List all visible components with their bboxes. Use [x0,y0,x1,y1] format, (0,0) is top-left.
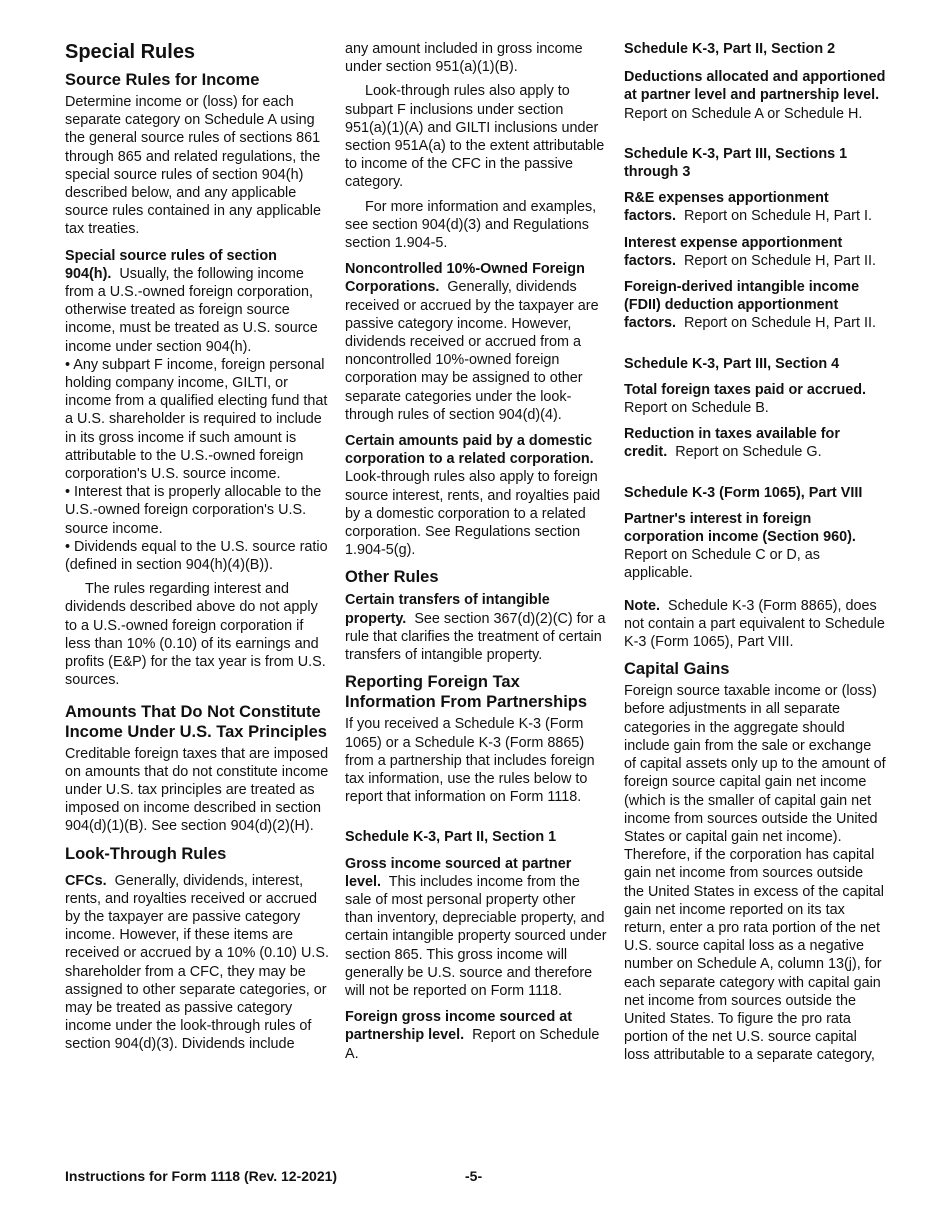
column-2 [345,40,607,1063]
re-expenses-lead: R&E expenses apportionment factors. [624,190,829,225]
noncontrolled-lead: Noncontrolled 10%-Owned Foreign Corporations. [345,261,585,296]
special-source-text: Usually, the following income from a U.S.-owned foreign corporation, otherwise treated as foreign source income, must be treated as U.S. source income under section 904(h). [65,265,318,355]
noncontrolled-paragraph [345,260,607,424]
certain-amounts-lead: Certain amounts paid by a domestic corporation to a related corporation. [345,433,594,468]
interest-expense-text: Report on Schedule H, Part II. [683,252,876,269]
cfcs-text: Generally, dividends, interest, rents, and royalties received or accrued by the taxpayer are passive category income. However, if these items are received or accrued by a 10% (0.10) U.S. shareholder from a CFC, they may be assigned to other separate categories, or may be treated as passive category income under the look-through rules of section 904(d)(3). Dividends include [65,872,329,1053]
deductions-paragraph [624,68,886,123]
heading-source-rules: Source Rules for Income [65,71,260,89]
gross-income-text: This includes income from the sale of most personal property other than inventory, depreciable property, and certain intangible property sourced under section 865. This gross income will generally be U.S. source and therefore will not be reported on Form 1118. [345,873,607,999]
heading-k3-part3-sections1-3: Schedule K-3, Part III, Sections 1 through 3 [624,145,848,181]
column-3 [624,40,886,1065]
gross-income-lead: Gross income sourced at partner level. [345,855,572,890]
heading-k3-part2-section2: Schedule K-3, Part II, Section 2 [624,41,836,57]
bullet-dividends: • Dividends equal to the U.S. source ratio (defined in section 904(h)(4)(B)). [65,538,328,574]
bullet-interest: • Interest that is properly allocable to the U.S.-owned foreign corporation's U.S. source income. [65,484,322,537]
foreign-gross-lead: Foreign gross income sourced at partnership level. [345,1009,573,1044]
page-title: Special Rules [65,41,196,63]
heading-k3-part2-section1: Schedule K-3, Part II, Section 1 [345,829,557,846]
special-source-lead: Special source rules of section 904(h). [65,247,277,282]
heading-other-rules: Other Rules [345,568,439,587]
transfers-lead: Certain transfers of intangible property. [345,592,550,627]
re-expenses-paragraph [624,189,886,225]
transfers-text: See section 367(d)(2)(C) for a rule that clarifies the treatment of certain transfers of intangible property. [345,610,606,664]
transfers-paragraph [345,591,607,664]
foreign-gross-text: Report on Schedule A. [345,1027,600,1062]
source-rules-text: Determine income or (loss) for each separate category on Schedule A using the general source rules of sections 861 through 865 and related regulations, the special source rules of section 904(h) described below, and any applicable source rules contained in any applicable tax treaties. [65,94,321,238]
fdii-text: Report on Schedule H, Part II. [683,315,876,332]
column-1 [65,40,330,1054]
footer-form-label: Instructions for Form 1118 (Rev. 12-2021) [65,1168,338,1184]
total-taxes-lead: Total foreign taxes paid or accrued. [624,381,867,398]
reporting-text: If you received a Schedule K-3 (Form 1065) or a Schedule K-3 (Form 8865) from a partnership that includes foreign tax information, use the rules below to report that information on Form 1118. [345,716,595,806]
heading-capital-gains: Capital Gains [624,660,730,679]
re-expenses-text: Report on Schedule H, Part I. [683,208,872,225]
partner-interest-paragraph [624,510,886,583]
look-through-also-text: Look-through rules also apply to subpart F inclusions under section 951(a)(1)(A) and GILTI inclusions under section 951A(a) to the extent attributable to income of the CFC in the passive category. [345,83,605,191]
gross-income-paragraph [345,855,607,1001]
amounts-text: Creditable foreign taxes that are imposed on amounts that do not constitute income under U.S. tax principles are treated as imposed on income described in section 904(d)(1)(B). See section 904(d)(2)(H). [65,745,329,835]
note-text: Schedule K-3 (Form 8865), does not contain a part equivalent to Schedule K-3 (Form 1065), Part VIII. [624,597,885,651]
rules-regarding-text: The rules regarding interest and dividends described above do not apply to a U.S.-owned foreign corporation if less than 10% (0.10) of its earnings and profits (E&P) for the tax year is from U.S. sources. [65,581,326,689]
cfcs-lead: CFCs. [65,872,107,889]
note-lead: Note. [624,597,660,614]
total-taxes-paragraph [624,381,886,417]
bullet-subpart-f: • Any subpart F income, foreign personal holding company income, GILTI, or income from a qualified electing fund that a U.S. shareholder is required to include in its gross income if such amount is attributable to the U.S.-owned foreign corporation's U.S. source income. [65,356,328,483]
interest-expense-paragraph [624,234,886,270]
noncontrolled-text: Generally, dividends received or accrued by the taxpayer are passive category income. However, dividends received or accrued from a noncontrolled 10%-owned foreign corporation may be assigned to other separate categories under the look-through rules of section 904(d)(4). [345,279,599,423]
deductions-lead: Deductions allocated and apportioned at partner level and partnership level. [624,69,886,104]
fdii-paragraph [624,278,886,333]
heading-amounts-not-income: Amounts That Do Not Constitute Income Under U.S. Tax Principles [65,702,327,741]
heading-k3-1065-part8: Schedule K-3 (Form 1065), Part VIII [624,484,863,501]
cfcs-paragraph [65,872,330,1054]
deductions-text: Report on Schedule A or Schedule H. [624,105,863,122]
foreign-gross-paragraph [345,1008,607,1063]
interest-expense-lead: Interest expense apportionment factors. [624,234,843,269]
reduction-text: Report on Schedule G. [675,444,822,461]
fdii-lead: Foreign-derived intangible income (FDII) deduction apportionment factors. [624,279,860,332]
total-taxes-text: Report on Schedule B. [624,400,769,417]
reduction-lead: Reduction in taxes available for credit. [624,426,840,461]
footer-page-number: -5- [465,1168,483,1184]
more-info-text: For more information and examples, see section 904(d)(3) and Regulations section 1.904-5. [345,198,597,252]
reduction-paragraph [624,425,886,461]
continued-text: any amount included in gross income under section 951(a)(1)(B). [345,41,583,76]
certain-amounts-paragraph [345,432,607,559]
capital-gains-text: Foreign source taxable income or (loss) before adjustments in all separate categories in the aggregate should include gain from the sale or exchange of capital assets only up to the amount of foreign source capital gain net income (which is the smaller of capital gain net income from sources outside the United States or capital gain net income). Therefore, if the corporation has capital gain net income from sources outside the United States in excess of the capital gain net income reported on its tax return, enter a pro rata portion of the net U.S. source capital loss as a negative number on Schedule A, column 13(j), for each separate category with capital gain net income from sources outside the United States. To figure the pro rata portion of the net U.S. source capital loss attributable to a separate category, [624,683,886,1064]
note-paragraph [624,597,886,652]
heading-reporting-partnerships: Reporting Foreign Tax Information From Partnerships [345,673,588,712]
special-source-paragraph [65,247,330,356]
heading-k3-part3-section4: Schedule K-3, Part III, Section 4 [624,355,840,372]
partner-interest-text: Report on Schedule C or D, as applicable. [624,547,820,582]
partner-interest-lead: Partner's interest in foreign corporation income (Section 960). [624,510,856,546]
heading-look-through: Look-Through Rules [65,844,227,863]
certain-amounts-text: Look-through rules also apply to foreign source interest, rents, and royalties paid by a domestic corporation to a related corporation. See Regulations section 1.904-5(g). [345,469,601,559]
